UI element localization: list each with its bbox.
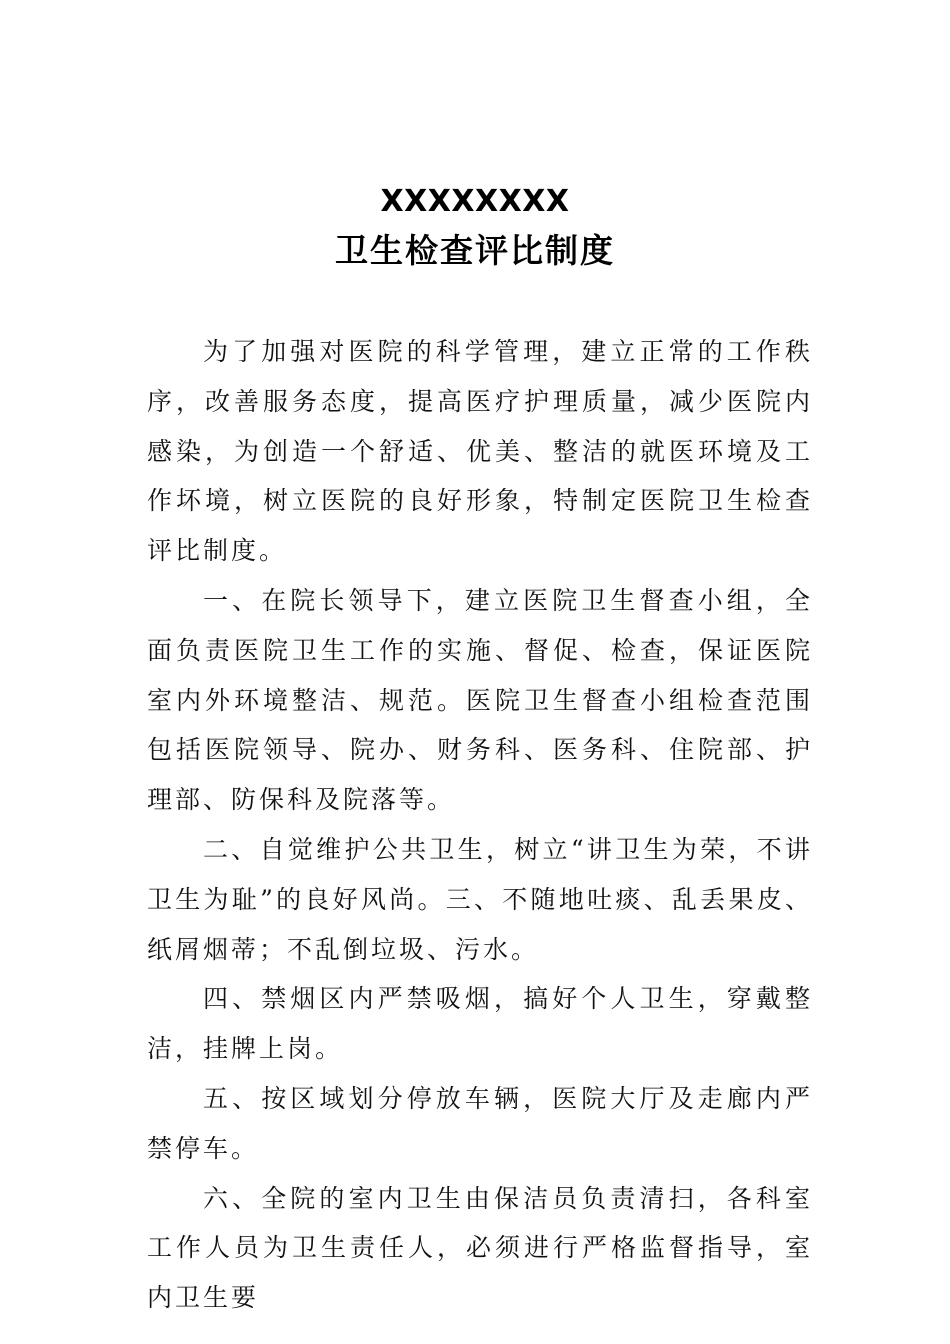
document-title: [0, 180, 950, 276]
paragraph-item-1: 一、在院长领导下，建立医院卫生督查小组，全面负责医院卫生工作的实施、督促、检查，保证医院室内外环境整洁、规范。医院卫生督查小组检查范围包括医院领导、院办、财务科、医务科、住院部、护理部、防保科及院落等。: [147, 585, 813, 815]
paragraph-item-5: 五、按区域划分停放车辆，医院大厅及走廊内严禁停车。: [147, 1083, 813, 1163]
title-line-1: XXXXXXXX: [380, 184, 570, 219]
paragraph-item-2-3: 二、自觉维护公共卫生，树立“讲卫生为荣，不讲卫生为耻”的良好风尚。三、不随地吐痰、乱丢果皮、纸屑烟蒂；不乱倒垃圾、污水。: [147, 834, 813, 964]
paragraph-intro: 为了加强对医院的科学管理，建立正常的工作秩序，改善服务态度，提高医疗护理质量，减少医院内感染，为创造一个舒适、优美、整洁的就医环境及工作坏境，树立医院的良好形象，特制定医院卫生检查评比制度。: [147, 337, 813, 566]
document-body: [147, 327, 813, 1323]
paragraph-item-6: 六、全院的室内卫生由保洁员负责清扫，各科室工作人员为卫生责任人，必须进行严格监督指导，室内卫生要: [147, 1183, 813, 1313]
paragraph-item-4: 四、禁烟区内严禁吸烟，搞好个人卫生，穿戴整洁，挂牌上岗。: [147, 984, 813, 1064]
title-line-2: 卫生检查评比制度: [335, 231, 615, 270]
